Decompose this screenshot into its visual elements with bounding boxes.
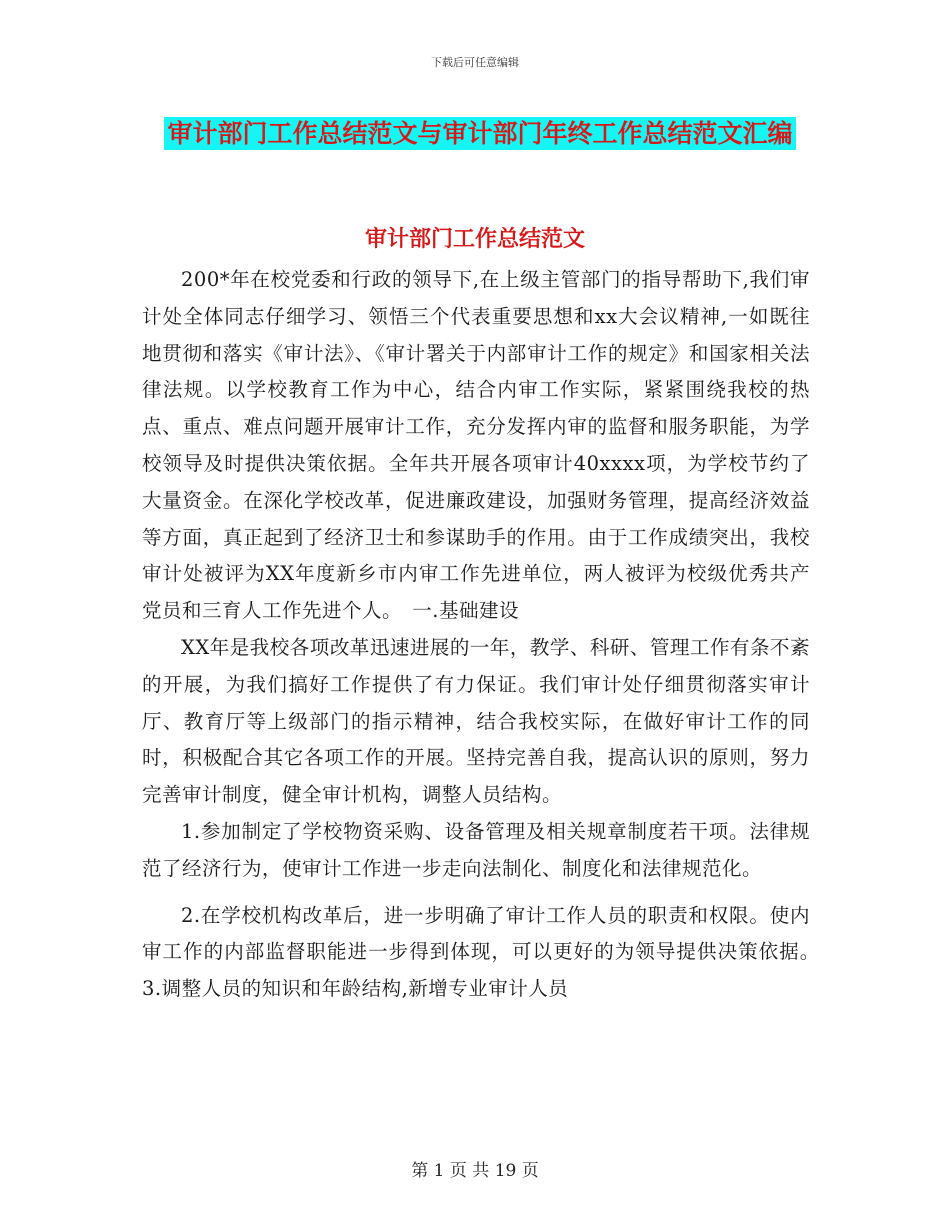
document-title-text: 审计部门工作总结范文与审计部门年终工作总结范文汇编	[164, 117, 795, 150]
document-title	[140, 112, 820, 156]
page-footer: 第 1 页 共 19 页	[411, 1161, 539, 1181]
body-text	[142, 262, 851, 1008]
paragraph: 200*年在校党委和行政的领导下,在上级主管部门的指导帮助下,我们审计处全体同志仔细学习、领悟三个代表重要思想和xx大会议精神,一如既往地贯彻和落实《审计法》、《审计署关于内部审计工作的规定》和国家相关法律法规。以学校教育工作为中心，结合内审工作实际，紧紧围绕我校的热点、重点、难点问题开展审计工作，充分发挥内审的监督和服务职能，为学校领导及时提供决策依据。全年共开展各项审计40xxxx项，为学校节约了大量资金。在深化学校改革，促进廉政建设，加强财务管理，提高经济效益等方面，真正起到了经济卫士和参谋助手的作用。由于工作成绩突出，我校审计处被评为XX年度新乡市内审工作先进单位，两人被评为校级优秀共产党员和三育人工作先进个人。 一.基础建设	[142, 268, 810, 623]
section-title: 审计部门工作总结范文	[364, 226, 585, 252]
paragraph: XX年是我校各项改革迅速进展的一年，教学、科研、管理工作有条不紊的开展，为我们搞好工作提供了有力保证。我们审计处仔细贯彻落实审计厅、教育厅等上级部门的指示精神，结合我校实际，在做好审计工作的同时，积极配合其它各项工作的开展。坚持完善自我，提高认识的原则，努力完善审计制度，健全审计机构，调整人员结构。	[142, 635, 810, 807]
paragraph: 2.在学校机构改革后，进一步明确了审计工作人员的职责和权限。使内审工作的内部监督职能进一步得到体现，可以更好的为领导提供决策依据。 3.调整人员的知识和年龄结构,新增专业审计人员	[142, 903, 851, 1001]
paragraph: 1.参加制定了学校物资采购、设备管理及相关规章制度若干项。法律规范了经济行为，使审计工作进一步走向法制化、制度化和法律规范化。	[142, 819, 810, 880]
header-note: 下载后可任意编辑	[431, 56, 519, 69]
